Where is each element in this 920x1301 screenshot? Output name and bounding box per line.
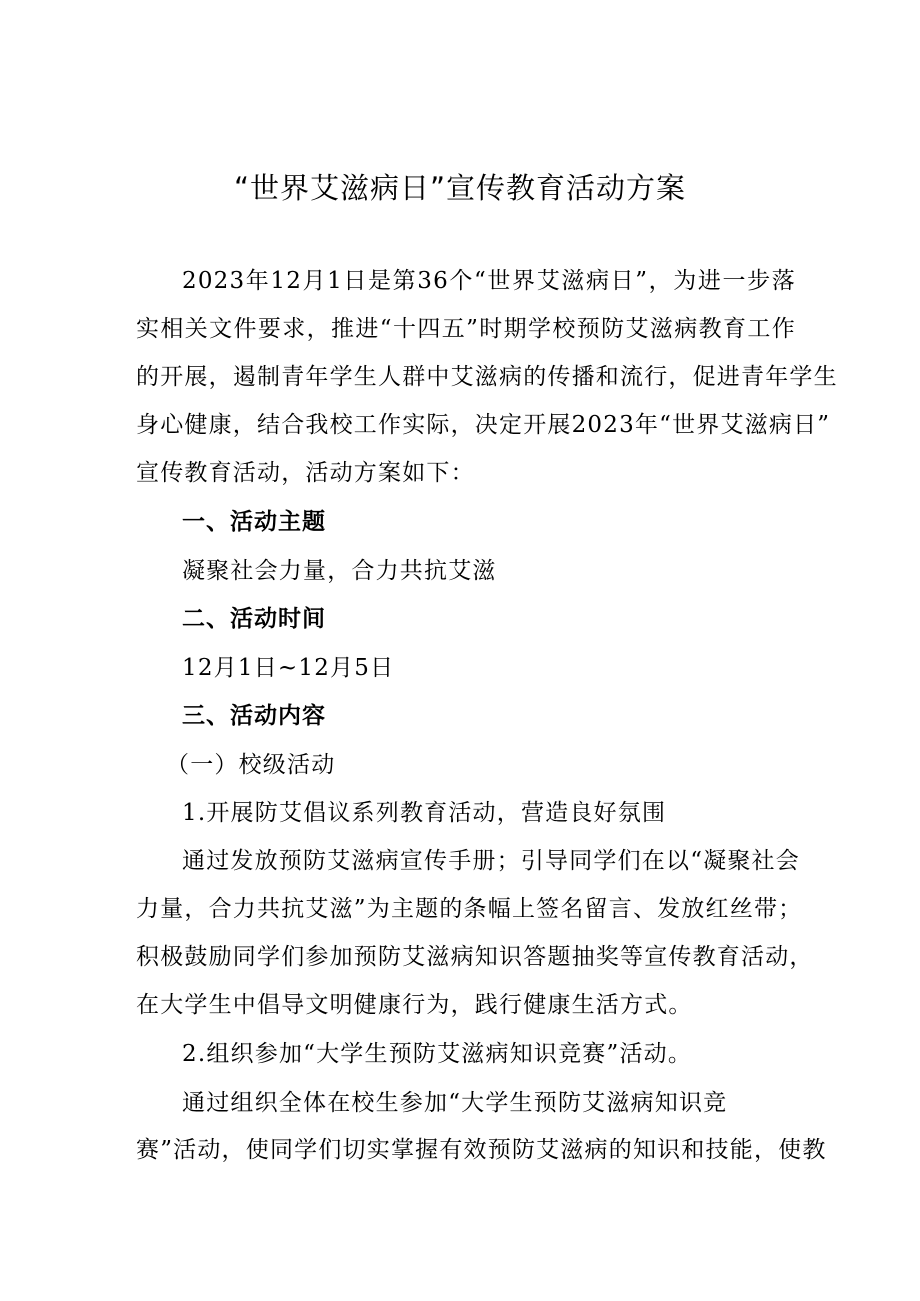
item-2-line-1: 通过组织全体在校生参加“大学生预防艾滋病知识竞	[182, 1090, 728, 1116]
item-1-line-2: 力量，合力共抗艾滋”为主题的条幅上签名留言、发放红丝带；	[136, 896, 803, 922]
item-2-title: 2.组织参加“大学生预防艾滋病知识竞赛”活动。	[182, 1041, 693, 1067]
section-heading-theme: 一、活动主题	[182, 509, 326, 535]
intro-line-1: 2023年12月1日是第36个“世界艾滋病日”，为进一步落	[182, 268, 796, 294]
section-text-theme: 凝聚社会力量，合力共抗艾滋	[182, 558, 497, 584]
item-1-line-1: 通过发放预防艾滋病宣传手册；引导同学们在以“凝聚社会	[182, 848, 800, 874]
intro-line-2: 实相关文件要求，推进“十四五”时期学校预防艾滋病教育工作	[136, 316, 796, 342]
document-title: “世界艾滋病日”宣传教育活动方案	[233, 171, 687, 205]
intro-line-5: 宣传教育活动，活动方案如下：	[136, 460, 475, 486]
item-2-line-2: 赛”活动，使同学们切实掌握有效预防艾滋病的知识和技能，使教	[136, 1137, 827, 1163]
intro-line-3: 的开展，遏制青年学生人群中艾滋病的传播和流行，促进青年学生	[136, 364, 838, 390]
section-heading-content: 三、活动内容	[182, 703, 326, 729]
intro-line-4: 身心健康，结合我校工作实际，决定开展2023年“世界艾滋病日”	[136, 412, 831, 438]
item-1-line-3: 积极鼓励同学们参加预防艾滋病知识答题抽奖等宣传教育活动，	[136, 944, 814, 970]
item-1-title: 1.开展防艾倡议系列教育活动，营造良好氛围	[182, 800, 667, 826]
subsection-heading-school: （一）校级活动	[166, 752, 336, 778]
section-text-time: 12月1日~12月5日	[182, 655, 395, 681]
item-1-line-4: 在大学生中倡导文明健康行为，践行健康生活方式。	[136, 992, 693, 1018]
section-heading-time: 二、活动时间	[182, 606, 326, 632]
